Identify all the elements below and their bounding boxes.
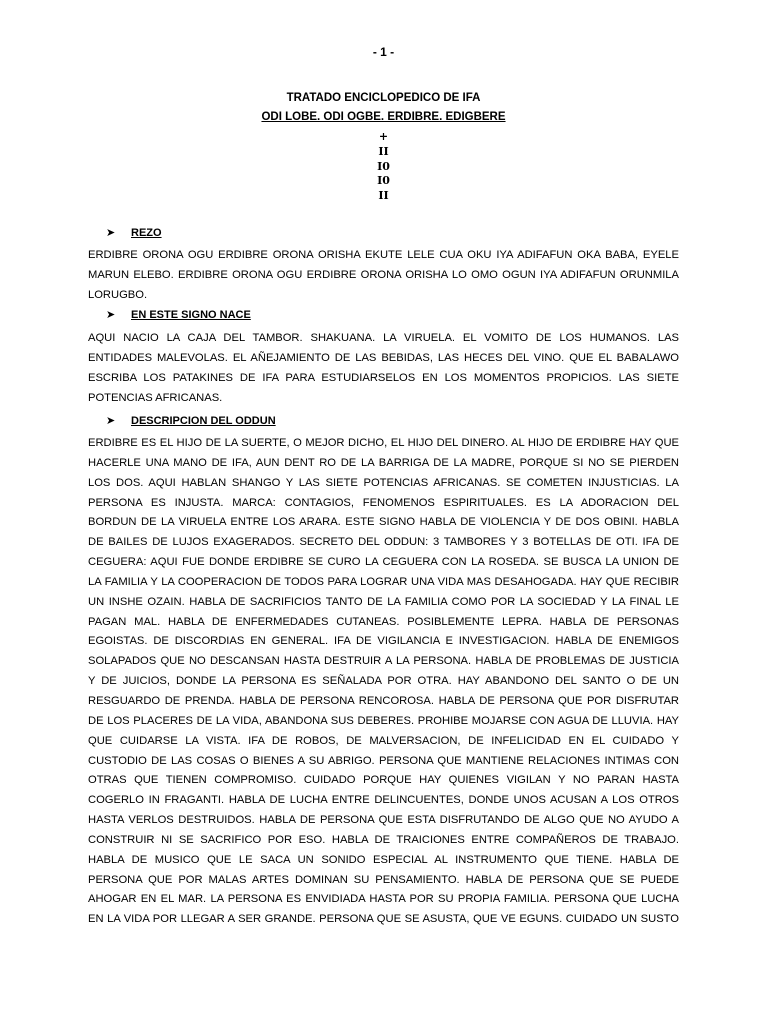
paragraph-line: MARUN ELEBO. ERDIBRE ORONA OGU ERDIBRE ORONA ORISHA LO OMO OGUN IYA ADIFAFUN ORUNMILA — [88, 268, 679, 281]
paragraph-line: DE LOS PLACERES DE LA VIDA, ABANDONA SUS DEBERES. PROHIBE MOJARSE CON AGUA DE LLUVIA. HAY — [88, 714, 679, 727]
paragraph-line: CEGUERA: AQUI FUE DONDE ERDIBRE SE CURO LA CEGUERA CON LA ROSEDA. SE BUSCA LA UNION DE — [88, 556, 679, 569]
sign-diagram — [88, 130, 679, 204]
sign-line: I0 — [377, 174, 390, 188]
paragraph-line: UN INSHE OZAIN. HABLA DE SACRIFICIOS TANTO DE LA FAMILIA COMO POR LA SOCIEDAD Y LA FINAL LE — [88, 595, 679, 608]
section-paragraph-rezo — [88, 246, 679, 306]
paragraph-line: POTENCIAS AFRICANAS. — [88, 391, 223, 404]
paragraph-line: LORUGBO. — [88, 288, 148, 301]
document-title: TRATADO ENCICLOPEDICO DE IFA — [286, 92, 481, 104]
paragraph-line: RESGUARDO DE PRENDA. HABLA DE PERSONA RENCOROSA. HABLA DE PERSONA QUE POR DISFRUTAR — [88, 694, 679, 707]
arrow-bullet-icon: ➤ — [106, 227, 116, 239]
sign-line: II — [378, 144, 389, 158]
arrow-bullet-icon: ➤ — [106, 309, 116, 321]
paragraph-line: ENTIDADES MALEVOLAS. EL AÑEJAMIENTO DE LAS BEBIDAS, LAS HECES DEL VINO. QUE EL BABALAWO — [88, 351, 679, 364]
paragraph-line: HASTA VERLOS DESTRUIDOS. HABLA DE PERSONA QUE ESTA DISFRUTANDO DE ALGO QUE NO AYUDO A — [88, 814, 679, 827]
paragraph-line: CUSTODIO DE LAS COSAS O BIENES A SU ABRIGO. PERSONA QUE MANTIENE RELACIONES INTIMAS CON — [88, 754, 679, 767]
paragraph-line: PERSONA ES INJUSTA. MARCA: CONTAGIOS, FENOMENOS ESPIRITUALES. ES LA ADORACION DEL — [88, 496, 679, 509]
document-subtitle: ODI LOBE. ODI OGBE. ERDIBRE. EDIGBERE — [261, 111, 506, 123]
paragraph-line: COGERLO IN FRAGANTI. HABLA DE LUCHA ENTRE DELINCUENTES, DONDE UNOS ACUSAN A LOS OTROS — [88, 794, 679, 807]
paragraph-line: BORDUN DE LA VIRUELA ENTRE LOS ARARA. ESTE SIGNO HABLA DE VIOLENCIA Y DE DOS OBINI. HABLA — [88, 516, 679, 529]
document-page — [88, 0, 679, 1024]
paragraph-line: ESCRIBA LOS PATAKINES DE IFA PARA ESTUDIARSELOS EN LOS MOMENTOS PROPICIOS. LAS SIETE — [88, 371, 679, 384]
paragraph-line: HABLA DE MUSICO QUE LE SACA UN SONIDO ESPECIAL AL INSTRUMENTO QUE TIENE. HABLA DE — [88, 853, 679, 866]
paragraph-line: SOLAPADOS QUE NO DESCANSAN HASTA DESTRUIR A LA PERSONA. HABLA DE PROBLEMAS DE JUSTICIA — [88, 655, 679, 668]
paragraph-line: EGOISTAS. DE DISCORDIAS EN GENERAL. IFA DE VIGILANCIA E INVESTIGACION. HABLA DE ENEMIGOS — [88, 635, 679, 648]
section-heading-en-este-signo-nace — [106, 308, 251, 321]
paragraph-line: AHOGAR EN EL MAR. LA PERSONA ES ENVIDIADA HASTA POR SU PROPIA FAMILIA. PERSONA QUE LUCHA — [88, 893, 679, 906]
paragraph-line: OTRAS QUE TIENEN COMPROMISO. CUIDADO PORQUE HAY QUIENES VIGILAN Y NO PARAN HASTA — [88, 774, 679, 787]
page-number: - 1 - — [372, 45, 395, 59]
paragraph-line: LA FAMILIA Y LA COOPERACION DE TODOS PARA LOGRAR UNA VIDA MAS DESAHOGADA. HAY QUE RECIBIR — [88, 575, 679, 588]
section-paragraph-en-este-signo-nace — [88, 329, 679, 408]
paragraph-line: CONSTRUIR NI SE SACRIFICO POR ESO. HABLA DE TRAICIONES ENTRE COMPAÑEROS DE TRABAJO. — [88, 833, 679, 846]
paragraph-line: PERSONA QUE POR MALAS ARTES DOMINAN SU PENSAMIENTO. HABLA DE PERSONA QUE SE PUEDE — [88, 873, 679, 886]
paragraph-line: PAGAN MAL. HABLA DE ENFERMEDADES CUTANEAS. POSIBLEMENTE LEPRA. HABLA DE PERSONAS — [88, 615, 679, 628]
sign-line: + — [378, 130, 389, 143]
section-heading-rezo — [106, 226, 162, 239]
paragraph-line: QUE CUIDARSE LA VISTA. IFA DE ROBOS, DE MALVERSACION, DE INFELICIDAD EN EL CUIDADO Y — [88, 734, 679, 747]
section-heading-descripcion-del-oddun — [106, 414, 276, 427]
section-heading-label: DESCRIPCION DEL ODDUN — [131, 415, 276, 427]
paragraph-line: Y DE JUICIOS, DONDE LA PERSONA ES SEÑALADA POR OTRA. HAY ABANDONO DEL SANTO O DE UN — [88, 675, 679, 688]
sign-line: II — [378, 189, 389, 203]
section-heading-label: REZO — [131, 227, 162, 239]
paragraph-line: ERDIBRE ORONA OGU ERDIBRE ORONA ORISHA EKUTE LELE CUA OKU IYA ADIFAFUN OKA BABA, EYELE — [88, 249, 679, 261]
section-paragraph-descripcion-del-oddun — [88, 434, 679, 930]
arrow-bullet-icon: ➤ — [106, 415, 116, 427]
paragraph-line: EN LA VIDA POR LLEGAR A SER GRANDE. PERSONA QUE SE ASUSTA, QUE VE EGUNS. CUIDADO UN SUSTO — [88, 913, 679, 926]
paragraph-line: HACERLE UNA MANO DE IFA, AUN DENT RO DE LA BARRIGA DE LA MADRE, PORQUE SI NO SE PIERDEN — [88, 456, 679, 469]
paragraph-line: LOS DOS. AQUI HABLAN SHANGO Y LAS SIETE POTENCIAS AFRICANAS. SE COMETEN INJUSTICIAS. LA — [88, 476, 679, 489]
paragraph-line: ERDIBRE ES EL HIJO DE LA SUERTE, O MEJOR DICHO, EL HIJO DEL DINERO. AL HIJO DE ERDIBRE HAY QUE — [88, 437, 679, 449]
paragraph-line: DE BAILES DE LUJOS EXAGERADOS. SECRETO DEL ODDUN: 3 TAMBORES Y 3 BOTELLAS DE OTI. IFA DE — [88, 536, 679, 549]
section-heading-label: EN ESTE SIGNO NACE — [131, 309, 251, 321]
sign-line: I0 — [377, 159, 390, 173]
paragraph-line: AQUI NACIO LA CAJA DEL TAMBOR. SHAKUANA. LA VIRUELA. EL VOMITO DE LOS HUMANOS. LAS — [88, 332, 679, 344]
